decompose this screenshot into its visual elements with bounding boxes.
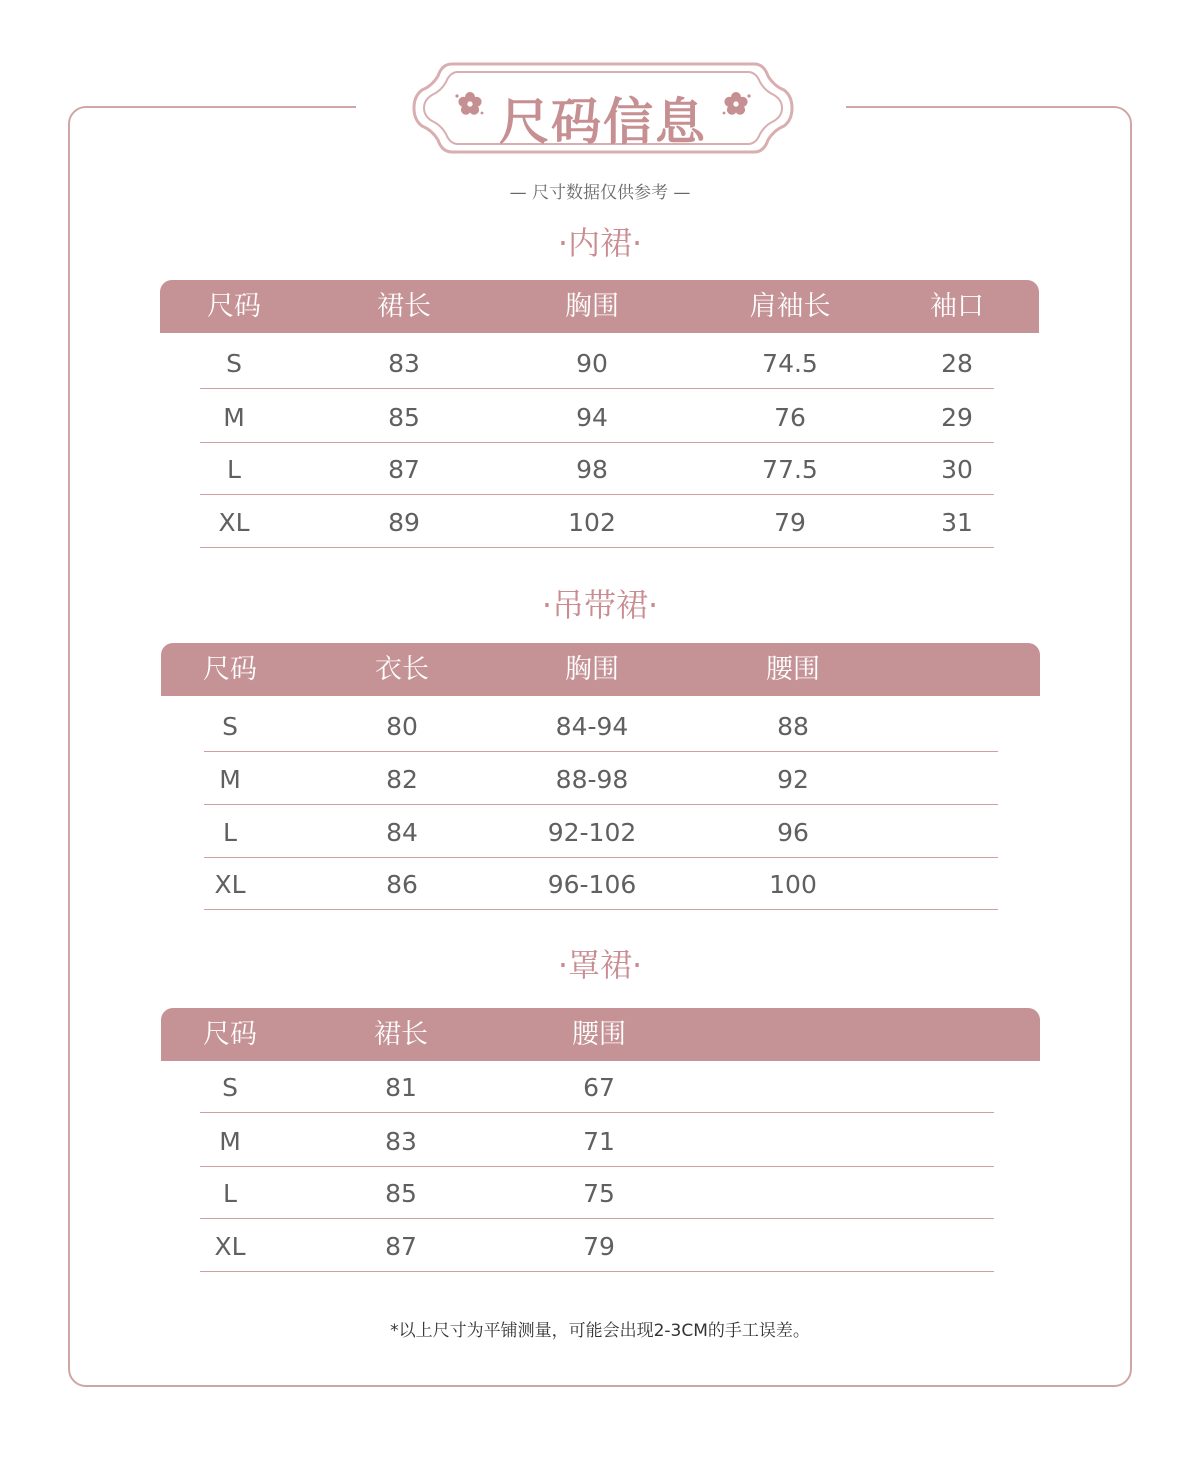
table-cell: 79 [774,508,806,537]
table-cell: L [223,818,237,847]
page-title: 尺码信息 [499,93,707,151]
table-cell: 89 [388,508,420,537]
table-row [200,1114,994,1167]
table-cell: 81 [385,1073,417,1102]
subtitle: — 尺寸数据仅供参考 — [509,183,691,203]
table-cell: 67 [583,1073,615,1102]
table-cell: 28 [941,349,973,378]
table-row [200,390,994,443]
column-header: 衣长 [375,654,429,685]
table-cell: 86 [386,870,418,899]
table-cell: XL [218,508,250,537]
measurement-note: *以上尺寸为平铺测量，可能会出现2-3CM的手工误差。 [390,1321,810,1341]
table-cell: 98 [576,455,608,484]
column-header: 裙长 [374,1019,428,1050]
table-header [160,280,1039,333]
table-row [204,699,998,752]
table-cell: 83 [385,1127,417,1156]
table-cell: 85 [385,1179,417,1208]
table-row [204,805,998,858]
section-title-slip-dress: ·吊带裙· [541,586,659,624]
column-header: 腰围 [766,654,820,685]
table-cell: L [223,1179,237,1208]
section-title-overskirt: ·罩裙· [557,946,643,984]
column-header: 胸围 [565,291,619,322]
table-cell: 87 [385,1232,417,1261]
column-header: 尺码 [203,654,257,685]
table-cell: 31 [941,508,973,537]
table-cell: 85 [388,403,420,432]
table-cell: 84-94 [555,712,629,741]
table-header [161,1008,1040,1061]
table-row [204,752,998,805]
table-cell: 83 [388,349,420,378]
table-cell: S [222,712,238,741]
table-cell: M [223,403,245,432]
table-row [200,336,994,389]
column-header: 尺码 [207,291,261,322]
table-cell: 102 [568,508,616,537]
table-cell: 75 [583,1179,615,1208]
table-cell: 100 [769,870,817,899]
section-title-inner-skirt: ·内裙· [557,224,643,262]
table-cell: 87 [388,455,420,484]
table-cell: M [219,1127,241,1156]
table-cell: XL [214,870,246,899]
column-header: 胸围 [565,654,619,685]
table-cell: 92-102 [547,818,637,847]
table-row [200,1166,994,1219]
table-cell: 80 [386,712,418,741]
table-cell: 76 [774,403,806,432]
table-cell: S [226,349,242,378]
table-cell: S [222,1073,238,1102]
table-cell: 71 [583,1127,615,1156]
table-cell: 82 [386,765,418,794]
table-cell: 84 [386,818,418,847]
table-row [200,1219,994,1272]
column-header: 裙长 [377,291,431,322]
column-header: 肩袖长 [749,291,831,322]
table-cell: 94 [576,403,608,432]
table-cell: 74.5 [762,349,818,378]
table-cell: 88-98 [555,765,629,794]
table-row [204,857,998,910]
column-header: 尺码 [203,1019,257,1050]
column-header: 腰围 [572,1019,626,1050]
table-cell: 92 [777,765,809,794]
table-header [161,643,1040,696]
title-badge [412,58,794,158]
table-cell: 77.5 [762,455,818,484]
table-cell: 29 [941,403,973,432]
table-cell: M [219,765,241,794]
table-row [200,1060,994,1113]
table-row [200,495,994,548]
table-row [200,442,994,495]
column-header: 袖口 [930,291,984,322]
table-cell: 88 [777,712,809,741]
table-cell: XL [214,1232,246,1261]
table-cell: 79 [583,1232,615,1261]
table-cell: 96 [777,818,809,847]
table-cell: L [227,455,241,484]
table-cell: 30 [941,455,973,484]
table-cell: 96-106 [547,870,637,899]
table-cell: 90 [576,349,608,378]
